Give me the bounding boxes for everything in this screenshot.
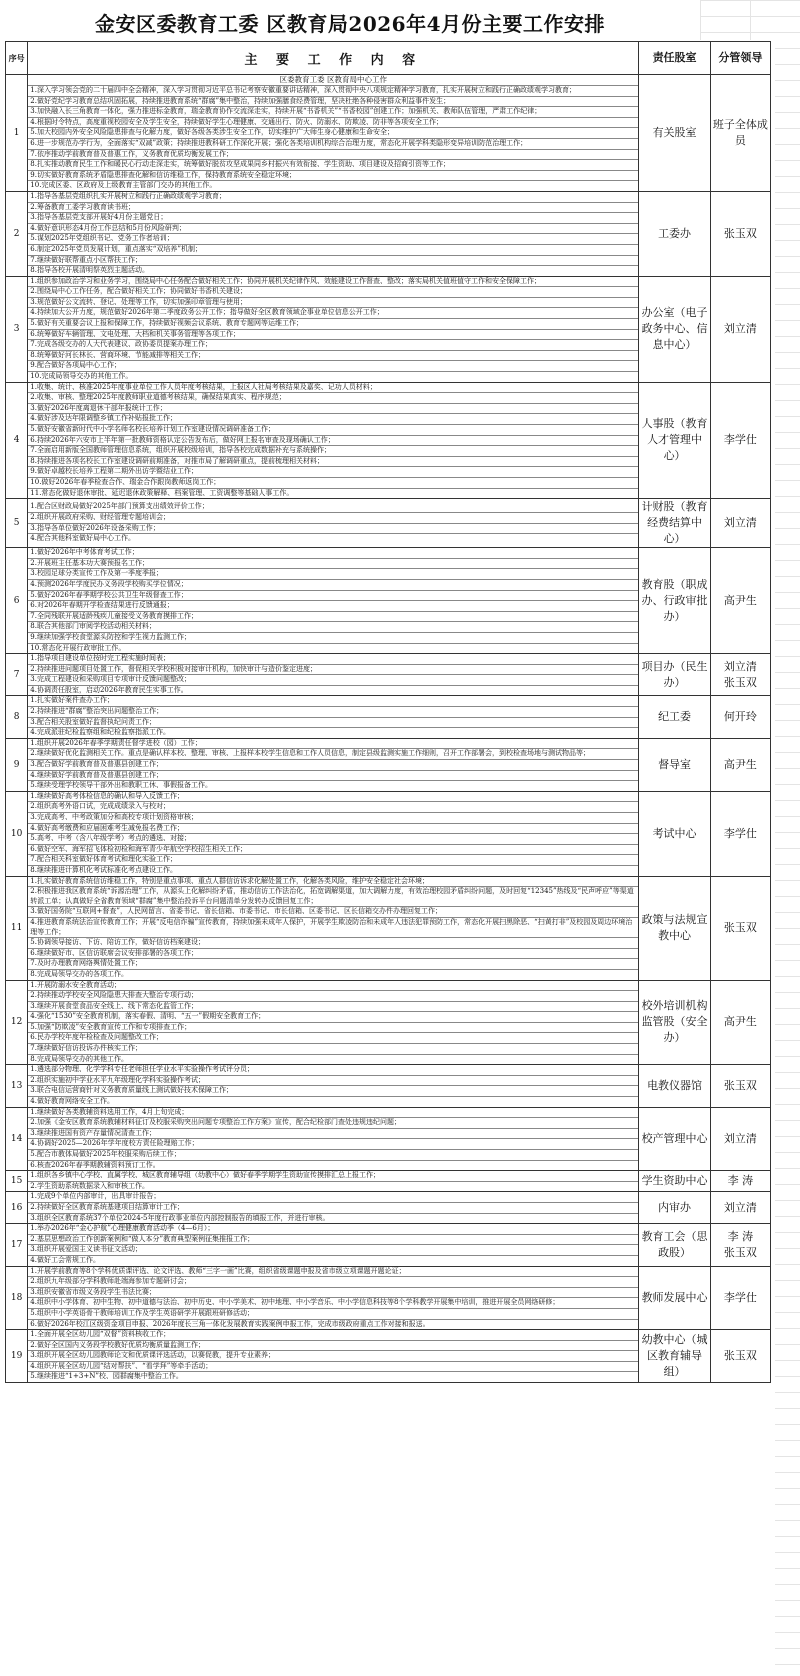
work-item: 2.加强《金安区教育系统教辅材料征订及校服采购突出问题专项整治工作方案》宣传，配合纪检部门查处违规违纪问题；	[28, 1118, 638, 1129]
work-item: 4.做好意识形态4月份工作总结和5月份风险研判；	[28, 224, 638, 235]
work-item: 9.继续加强学校食堂源头防控和学生视力监测工作；	[28, 633, 638, 644]
work-item-list	[28, 739, 638, 791]
row-dept: 计财股（教育经费结算中心）	[639, 499, 710, 548]
work-item: 3.加快融入长三角教育一体化，强力推进标金教育，瑞金教育协作交流深走实，持续开展“书香机关”“书香校园”创建工作；加强机关、教师队伍管理，严肃工作纪律；	[28, 107, 638, 118]
work-item-list	[28, 192, 638, 276]
work-item: 3.继续开展食堂食品安全线上、线下常态化监管工作；	[28, 1002, 638, 1013]
row-leader: 何开玲	[710, 696, 770, 738]
work-item: 6.核查2026年春季期教辅资料预订工作。	[30, 1160, 160, 1169]
work-item: 4.做好工会常规工作。	[30, 1255, 100, 1264]
row-content	[28, 499, 639, 548]
row-dept: 人事股（教育人才管理中心）	[639, 382, 710, 499]
work-item: 1.继续做好高考体检信息的确认和导入反馈工作；	[28, 792, 638, 803]
table-row	[6, 980, 771, 1065]
work-item-list	[28, 502, 638, 543]
work-item-list	[28, 1108, 638, 1171]
work-item: 7.继续做好信访投诉办件核实工作；	[28, 1044, 638, 1055]
row-leader: 高尹生	[710, 980, 770, 1065]
work-item: 7.全面启用新版全国教师管理信息系统，组织开展校级培训，指导各校完成数据补充与系统操作；	[28, 446, 638, 457]
row-leader: 张玉双	[710, 1330, 770, 1383]
row-dept: 校产管理中心	[639, 1107, 710, 1171]
row-content	[28, 876, 639, 980]
work-item: 5.协调领导接访、下访、陪访工作，做好信访档案建设；	[28, 938, 638, 949]
work-item-list	[28, 1192, 638, 1223]
work-item-list	[28, 792, 638, 876]
row-content	[28, 548, 639, 654]
row-content	[28, 1065, 639, 1107]
work-item: 8.统筹做好河长林长、营商环境、节能减排等相关工作；	[28, 351, 638, 362]
work-item-list	[28, 277, 638, 382]
work-item: 7.依序推动学前教育普及普惠工作，义务教育优质均衡发展工作；	[28, 150, 638, 161]
row-seq: 7	[6, 654, 28, 696]
row-content	[28, 191, 639, 276]
header-content: 主 要 工 作 内 容	[28, 42, 639, 75]
row-dept: 工委办	[639, 191, 710, 276]
work-item: 9.切实做好教育系统矛盾隐患排查化解和信访维稳工作，保持教育系统安全稳定环境；	[28, 171, 638, 182]
work-item: 5.做好2026年春季期学校公共卫生年级督查工作；	[28, 591, 638, 602]
work-item: 1.指导项目建设单位按时完工程实施时间表；	[28, 654, 638, 665]
work-item: 2.持续推动学校安全风险隐患大排查大整治专项行动；	[28, 991, 638, 1002]
table-row	[6, 696, 771, 738]
work-item: 1.指导各基层党组织扎实开展树立和践行正确政绩观学习教育；	[28, 192, 638, 203]
work-item: 4.持续加大公开力度，规范做好2026年第二季度政务公开工作；指导做好全区教育领域企事业单位信息公开工作；	[28, 308, 638, 319]
table-body	[6, 75, 771, 1383]
table-row	[6, 191, 771, 276]
work-item: 9.配合做好各项局中心工作；	[28, 361, 638, 372]
work-item: 4.继续做好学前教育普及普惠县创建工作；	[28, 771, 638, 782]
work-item: 3.组织开展全区幼儿园教师论文和优质课评选活动，以赛促教，提升专业素养；	[28, 1351, 638, 1362]
work-item: 7.配合相关科室做好体育考试和理化实验工作；	[28, 855, 638, 866]
work-item-list	[28, 75, 638, 191]
row-seq: 17	[6, 1224, 28, 1266]
table-row	[6, 1171, 771, 1192]
work-item: 4.完成派驻纪检监察组和纪检监察指派工作。	[30, 728, 170, 737]
work-item: 2.基层思想政治工作创新案例和“做人本分”教育典型案例征集推报工作；	[28, 1235, 638, 1246]
row-dept: 教育工会（思政股）	[639, 1224, 710, 1266]
table-row	[6, 791, 771, 876]
work-item: 3.完成工程建设和采购项目专项审计反馈问题整改；	[28, 675, 638, 686]
work-item: 3.做好2026年度离退休干部年报统计工作；	[28, 404, 638, 415]
work-item: 1.配合区财政局做好2025年部门预算支出绩效评价工作；	[28, 502, 638, 513]
work-item: 3.完成高考、中考政策加分和高校专项计划资格审核；	[28, 813, 638, 824]
table-row	[6, 876, 771, 980]
work-item-list	[28, 981, 638, 1065]
row-dept: 教育股（职成办、行政审批办）	[639, 548, 710, 654]
row-seq: 12	[6, 980, 28, 1065]
work-item: 4.协调好2025—2026年学年度校方责任险理赔工作；	[28, 1139, 638, 1150]
work-item: 3.指导各单位做好2026年设备采购工作；	[28, 524, 638, 535]
row-leader: 张玉双	[710, 1065, 770, 1107]
work-item: 5.继续推进“1+3+N”校、园群腐集中整治工作。	[30, 1372, 183, 1381]
work-item: 10.完成局领导交办的其他工作。	[30, 372, 133, 381]
row-seq: 18	[6, 1266, 28, 1330]
work-item-list	[28, 1330, 638, 1382]
row-content	[28, 75, 639, 192]
table-row	[6, 548, 771, 654]
row-dept: 有关股室	[639, 75, 710, 192]
work-item: 4.配合其他科室做好局中心工作。	[30, 534, 135, 543]
work-item: 4.组织开展全区幼儿园“结对帮扶”、“看学拜”等牵手活动；	[28, 1362, 638, 1373]
row-dept: 电教仪器馆	[639, 1065, 710, 1107]
row-content	[28, 1266, 639, 1330]
row-seq: 6	[6, 548, 28, 654]
row-leader: 刘立清 张玉双	[710, 654, 770, 696]
work-plan-table	[5, 41, 771, 1383]
work-item: 1.举办2026年“金心护航”心理健康教育活动季（4—6月）；	[28, 1224, 638, 1235]
work-item-list	[28, 877, 638, 980]
row-dept: 办公室（电子政务中心、信息中心）	[639, 276, 710, 382]
work-item: 2.组织实施初中学业水平九年级理化学科实验操作考试；	[28, 1076, 638, 1087]
work-item: 5.组织中小学英语骨干教师培训工作及学生英语研学开展跟班研修活动；	[28, 1309, 638, 1320]
row-content	[28, 276, 639, 382]
work-item: 10.完成区委、区政府及上级教育主管部门交办的其他工作。	[30, 181, 217, 190]
work-item: 4.预测2026年学度民办义务段学校购买学位情况；	[28, 580, 638, 591]
row-dept: 督导室	[639, 738, 710, 791]
work-item: 3.指导各基层党支部开展好4月份主题党日；	[28, 213, 638, 224]
work-item-list	[28, 548, 638, 653]
row-leader: 高尹生	[710, 738, 770, 791]
work-item: 4.根据时令特点，高度重视校园安全及学生安全，持续做好学生心理健康、交通出行、防火、防溺水、防欺凌、防非等各项安全工作；	[28, 118, 638, 129]
work-item: 6.民办学校年度年检检查及问题整改工作；	[28, 1033, 638, 1044]
work-item: 8.继续推进计算机化考试标准化考点建设工作。	[30, 865, 177, 874]
row-dept: 校外培训机构监管股（安全办）	[639, 980, 710, 1065]
work-item: 3.联合电信运营商针对义务教育质量线上测试做好技术保障工作；	[28, 1086, 638, 1097]
work-item: 1.遴选部分物理、化学学科专任老师担任学业水平实验操作考试评分员；	[28, 1065, 638, 1076]
work-item: 2.组织九年级部分学科教师赴端海参加专题研讨会；	[28, 1277, 638, 1288]
work-item-list	[28, 1224, 638, 1265]
row-seq: 1	[6, 75, 28, 192]
row-content	[28, 1171, 639, 1192]
work-item: 3.校园足球分类宣传工作及第一季度季报；	[28, 569, 638, 580]
work-item: 6.持续2026年六安市上半年第一批教师资格认定公告发布后，做好网上报名审查及现场确认工作；	[28, 436, 638, 447]
work-item: 6.对2026年春期开学检查结果进行反馈通报；	[28, 601, 638, 612]
work-item: 4.做好教育网络安全工作。	[30, 1097, 114, 1106]
row-seq: 8	[6, 696, 28, 738]
work-item: 1.扎实做好案件查办工作；	[28, 696, 638, 707]
work-item: 4.做好高考缴费和应届困难考生减免报名费工作；	[28, 824, 638, 835]
work-item: 5.谋划2025年党组织书记、党务工作者培训；	[28, 234, 638, 245]
work-item: 1.开展防溺水安全教育活动；	[28, 981, 638, 992]
work-item: 2.组织开展政府采购、财经管理专题培训会；	[28, 513, 638, 524]
row-leader: 刘立清	[710, 276, 770, 382]
work-item: 9.做好卓越校长培养工程第二期外出访学暨结业工作；	[28, 467, 638, 478]
work-item: 1.组织开展2026年春季学期责任督学进校（园）工作；	[28, 739, 638, 750]
table-row	[6, 1330, 771, 1383]
row-seq: 4	[6, 382, 28, 499]
row-content	[28, 1192, 639, 1224]
header-seq: 序号	[6, 42, 28, 75]
row-seq: 11	[6, 876, 28, 980]
work-item: 3.组织开展爱国主义读书征文活动；	[28, 1245, 638, 1256]
row-dept: 纪工委	[639, 696, 710, 738]
work-item: 5.配合市教体局做好2025年校服采购后续工作；	[28, 1150, 638, 1161]
work-item: 7.全同残联开展适龄残疾儿童接受义务教育摸排工作；	[28, 612, 638, 623]
table-row	[6, 1224, 771, 1266]
work-item: 2.收集、审核、整理2025年度教师职业道德考核结果，确保结果真实、程序规范；	[28, 393, 638, 404]
work-item: 3.做好国务院“互联网+督查”，人民网留言、省委书记、省长信箱、市委书记、市长信箱、区委书记、区长信箱交办件办理回复工作；	[28, 907, 638, 918]
row-dept: 学生资助中心	[639, 1171, 710, 1192]
work-item: 6.进一步规范办学行为，全面落实“双减”政策；持续推进教科研工作深化开展；强化各类培训机构综合治理力度，常态化开展学科类隐形变异培训防范治理工作；	[28, 139, 638, 150]
work-item: 6.继续做好市、区信访联席会议安排部署的各项工作；	[28, 949, 638, 960]
row-content	[28, 1330, 639, 1383]
work-item: 7.及时办理教育网络舆情处置工作；	[28, 959, 638, 970]
work-item: 2.积极推进我区教育系统“诉源治理”工作，从源头上化解纠纷矛盾，推动信访工作法治化，拓宽调解渠道，加大调解力度，有效治理校园矛盾纠纷问题，及时回复“12345”热线及“民声呼应”等渠道转派工单；认真做好全省教育领域“群腐”集中整治投诉平台问题清单分发转办反馈回复工作；	[28, 887, 638, 907]
work-item-list	[28, 654, 638, 695]
work-item-list	[28, 1267, 638, 1330]
row-leader: 刘立清	[710, 1192, 770, 1224]
row-seq: 19	[6, 1330, 28, 1383]
work-item-list	[28, 696, 638, 737]
work-item: 10.做好2026年春季检查合作、瑞金合作跟岗教师返岗工作；	[28, 478, 638, 489]
row-content	[28, 791, 639, 876]
row-leader: 李 涛 张玉双	[710, 1224, 770, 1266]
work-item: 2.做好全区国内义务段学校教好优质均衡质量监测工作；	[28, 1341, 638, 1352]
table-row	[6, 276, 771, 382]
work-item: 8.持续推进各项名校长工作室建设调研前期准备，对推市局了解调研重点，提前梳理相关材料；	[28, 457, 638, 468]
row-dept: 考试中心	[639, 791, 710, 876]
work-item: 4.强化“1530”安全教育机制，落实春假、清明、“五一”假期安全教育工作；	[28, 1012, 638, 1023]
work-item-list	[28, 1065, 638, 1106]
work-item: 1.全面开展全区幼儿园“双督”资料核收工作；	[28, 1330, 638, 1341]
work-item: 2.继续做好优化监测相关工作。重点是确认样本校、整理、审核、上报样本校学生信息和工作人员信息，制定县级监测实施工作细则，召开工作部署会，到校检查场地与测试物品等；	[28, 749, 638, 760]
work-item: 8.指导各校开展清明祭英烈主题活动。	[30, 266, 149, 275]
row-dept: 内审办	[639, 1192, 710, 1224]
document-title: 金安区委教育工委 区教育局2026年4月份主要工作安排	[94, 12, 606, 36]
work-item-list	[28, 383, 638, 499]
row-dept: 教师发展中心	[639, 1266, 710, 1330]
row-content	[28, 382, 639, 499]
work-item: 3.配合相关股室做好监督执纪问责工作；	[28, 718, 638, 729]
row-dept: 政策与法规宣教中心	[639, 876, 710, 980]
row-leader: 刘立清	[710, 499, 770, 548]
row-content	[28, 654, 639, 696]
work-item: 4.做好涉及达年限调整乡镇工作补贴报批工作；	[28, 414, 638, 425]
work-item: 5.做好安徽省新时代中小学名师名校长培养计划工作室建设情况调研准备工作；	[28, 425, 638, 436]
work-item: 3.规范做好公文流转、登记、处理等工作，切实加强印章管理与使用；	[28, 298, 638, 309]
row-leader: 李学仕	[710, 791, 770, 876]
table-row	[6, 75, 771, 192]
work-item: 4.协调责任股室，启动2026年教育民生实事工作。	[30, 685, 188, 694]
work-item: 1.开展学前教育等8个学科优质课评选、论文评选、教师“三字一画”比赛，组织省级课题申报及省市级立项课题开题论证；	[28, 1267, 638, 1278]
row-leader: 李学仕	[710, 1266, 770, 1330]
work-item: 8.完成局领导交办的其他工作。	[30, 1054, 128, 1063]
work-item: 3.继续推进国有资产存量情况清查工作；	[28, 1129, 638, 1140]
work-item: 7.继续做好联帮重点小区帮扶工作；	[28, 256, 638, 267]
work-item: 8.联合其他部门审阅学校活动相关材料；	[28, 622, 638, 633]
row-seq: 9	[6, 738, 28, 791]
row-seq: 15	[6, 1171, 28, 1192]
row-dept: 幼教中心（城区教育辅导组）	[639, 1330, 710, 1383]
work-item: 1.组织各乡镇中心学校、直属学校、城区教育辅导组（幼教中心）做好春季学期学生资助宣传摸排汇总上报工作；	[28, 1171, 638, 1182]
row-leader: 张玉双	[710, 876, 770, 980]
row-content	[28, 1224, 639, 1266]
section-subheading: 区委教育工委 区教育局中心工作	[28, 75, 638, 86]
work-item: 11.常态化做好退休审批、延迟退休政策解释、档案管理、工资调整等基础人事工作。	[30, 488, 294, 497]
work-item: 6.统筹做好车辆管理、文电处理、大档和机关事务管理等各项工作；	[28, 330, 638, 341]
table-row	[6, 1065, 771, 1107]
work-item: 2.组织高考外语口试，完成成绩录入与校对；	[28, 802, 638, 813]
work-item-list	[28, 1171, 638, 1191]
work-item: 1.完成9个单位内部审计，出具审计报告；	[28, 1192, 638, 1203]
table-header-row	[6, 42, 771, 75]
work-item: 2.做好党纪学习教育总结巩固拓展，持续推进教育系统“群腐”集中整治，持续加强膳食经费管理，坚决杜绝各种侵害群众利益事件发生；	[28, 97, 638, 108]
row-seq: 2	[6, 191, 28, 276]
work-item: 5.高考、中考（含八年级学考）考点的遴选、对接；	[28, 834, 638, 845]
row-leader: 刘立清	[710, 1107, 770, 1171]
spreadsheet-grid-right	[775, 0, 800, 1676]
row-seq: 16	[6, 1192, 28, 1224]
table-row	[6, 1266, 771, 1330]
table-row	[6, 1107, 771, 1171]
header-leader: 分管领导	[710, 42, 770, 75]
work-item: 2.持续推进“群腐”整治突出问题整治工作；	[28, 707, 638, 718]
work-item: 1.组织参加政治学习和业务学习，围绕局中心任务配合做好相关工作；协同开展机关纪律作风、效能建设工作督查、整改；落实局机关值班值守工作和安全保障工作；	[28, 277, 638, 288]
work-item: 5.继续受理学校领导干部外出和教职工休、事假报备工作。	[30, 781, 212, 790]
row-leader: 高尹生	[710, 548, 770, 654]
work-item: 2.筹备教育工委学习教育读书班；	[28, 203, 638, 214]
row-content	[28, 696, 639, 738]
work-item: 6.做好2026年校江区级资金项目申报、2026年度长三角一体化发展教育实践案例申报工作，完成市级政府重点工作对接和报送。	[30, 1319, 430, 1328]
work-item: 3.配合做好学前教育普及普惠县创建工作；	[28, 760, 638, 771]
work-item: 5.做好有关重要会议上报和保障工作，持续做好视频会议系统、教育专题网等运维工作；	[28, 319, 638, 330]
row-seq: 3	[6, 276, 28, 382]
header-dept: 责任股室	[639, 42, 710, 75]
row-leader: 张玉双	[710, 191, 770, 276]
work-item: 2.持续推进问题项目处置工作，督促相关学校积极对接审计机构，加快审计与造价鉴定进度；	[28, 665, 638, 676]
work-item: 1.继续做好各类教辅资料选用工作，4月上旬完成；	[28, 1108, 638, 1119]
row-content	[28, 738, 639, 791]
row-leader: 班子全体成员	[710, 75, 770, 192]
table-row	[6, 738, 771, 791]
work-item: 4.推进教育系统法治宣传教育工作；开展“反电信诈骗”宣传教育，持续加强未成年人保护，开展学生欺凌防治和未成年人违法犯罪预防工作，常态化开展扫黑除恶、“扫黄打非”及校园及周边环境治理等工作；	[28, 918, 638, 938]
row-seq: 14	[6, 1107, 28, 1171]
work-item: 2.学生资助系统数据录入和审核工作。	[30, 1181, 149, 1190]
row-seq: 5	[6, 499, 28, 548]
row-leader: 李 涛	[710, 1171, 770, 1192]
work-item: 7.完成各级交办的人大代表建议、政协委员提案办理工作；	[28, 340, 638, 351]
work-item: 6.制定2025年党员发展计划，重点落实“双培养”机制；	[28, 245, 638, 256]
table-row	[6, 1192, 771, 1224]
row-dept: 项目办（民生办）	[639, 654, 710, 696]
table-row	[6, 654, 771, 696]
work-item: 5.加大校园内外安全风险隐患排查与化解力度，做好各级各类涉生安全工作，切实维护广大师生身心健康和生命安全；	[28, 128, 638, 139]
work-item: 5.加强“防欺凌”安全教育宣传工作和专项排查工作；	[28, 1023, 638, 1034]
work-item: 8.完成局领导交办的各项工作。	[30, 969, 128, 978]
row-content	[28, 980, 639, 1065]
work-item: 2.围绕局中心工作任务，配合做好相关工作；协同做好书香机关建设；	[28, 287, 638, 298]
row-leader: 李学仕	[710, 382, 770, 499]
row-seq: 10	[6, 791, 28, 876]
table-row	[6, 499, 771, 548]
work-item: 6.做好空军、海军招飞体检初检和海军青少年航空学校招生相关工作；	[28, 845, 638, 856]
table-row	[6, 382, 771, 499]
row-seq: 13	[6, 1065, 28, 1107]
work-item: 3.组织全区教育系统37个单位2024-5年度行政事业单位内部控制报告的填报工作，并进行审核。	[30, 1213, 330, 1222]
work-item: 2.持续做好全区教育系统基建项目结算审计工作；	[28, 1203, 638, 1214]
work-item: 3.组织安徽省市级义务段学生书法比赛；	[28, 1288, 638, 1299]
work-item: 1.扎实做好教育系统信访维稳工作，特别是重点事项、重点人群信访诉求化解处置工作，化解各类风险，维护安全稳定社会环境；	[28, 877, 638, 888]
work-item: 2.开展班主任基本功大赛预报名工作；	[28, 559, 638, 570]
work-item: 1.收集、统计、核准2025年度事业单位工作人员年度考核结果，上报区人社局考核结果及嘉奖、记功人员材料；	[28, 383, 638, 394]
work-item: 10.常态化开展行政审批工作。	[30, 643, 126, 652]
work-item: 1.深入学习领会党的二十届四中全会精神，深入学习贯彻习近平总书记考察安徽重要讲话精神，深入贯彻中央八项规定精神学习教育，扎实开展树立和践行正确政绩观学习教育；	[28, 86, 638, 97]
work-item: 1.做好2026年中考体育考试工作；	[28, 548, 638, 559]
work-item: 4.组织中小学体育、初中生物、初中道德与法治、初中历史、中小学美术、初中地理、中小学音乐、中小学信息科技等8个学科教学开展集中培训，推进开展全员网络研修；	[28, 1298, 638, 1309]
work-item: 8.扎实推动教育民生工作和暖民心行动走深走实，统筹做好脱贫攻坚成果同乡村振兴有效衔接、学生资助、项目建设及招商引资等工作；	[28, 160, 638, 171]
row-content	[28, 1107, 639, 1171]
